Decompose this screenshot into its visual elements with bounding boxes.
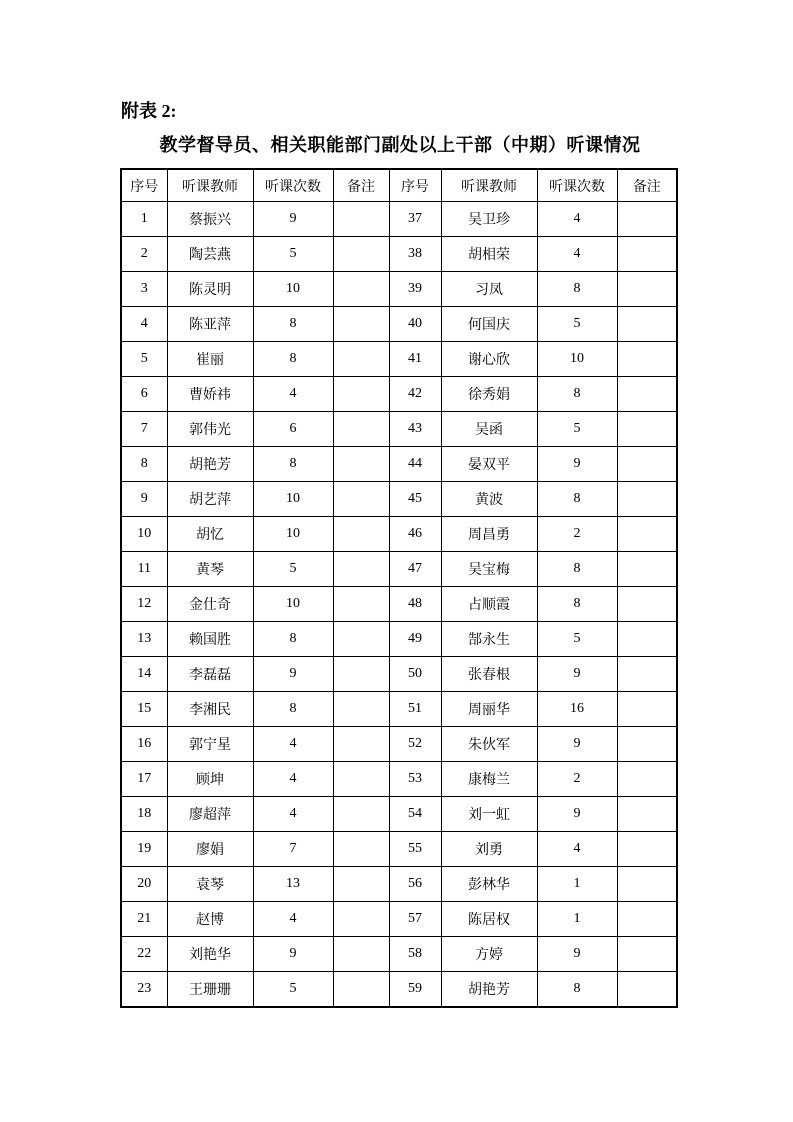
count-cell: 6	[253, 412, 333, 447]
seq-cell: 46	[389, 517, 441, 552]
teacher-cell: 周昌勇	[441, 517, 537, 552]
teacher-cell: 金仕奇	[167, 587, 253, 622]
note-cell	[617, 377, 677, 412]
count-cell: 10	[537, 342, 617, 377]
seq-cell: 55	[389, 832, 441, 867]
seq-cell: 41	[389, 342, 441, 377]
note-cell	[333, 622, 389, 657]
note-cell	[617, 237, 677, 272]
count-cell: 8	[537, 272, 617, 307]
count-cell: 9	[537, 657, 617, 692]
seq-cell: 7	[121, 412, 167, 447]
count-cell: 8	[537, 972, 617, 1008]
count-cell: 5	[253, 972, 333, 1008]
seq-cell: 14	[121, 657, 167, 692]
count-cell: 4	[537, 237, 617, 272]
note-cell	[617, 587, 677, 622]
count-cell: 5	[537, 412, 617, 447]
seq-cell: 40	[389, 307, 441, 342]
header-teacher-left: 听课教师	[167, 169, 253, 202]
seq-cell: 9	[121, 482, 167, 517]
table-body	[121, 202, 677, 1008]
count-cell: 9	[537, 727, 617, 762]
teacher-cell: 何国庆	[441, 307, 537, 342]
table-row	[121, 937, 677, 972]
seq-cell: 53	[389, 762, 441, 797]
teacher-cell: 崔丽	[167, 342, 253, 377]
note-cell	[333, 517, 389, 552]
header-row	[121, 169, 677, 202]
seq-cell: 11	[121, 552, 167, 587]
seq-cell: 17	[121, 762, 167, 797]
table-row	[121, 517, 677, 552]
seq-cell: 4	[121, 307, 167, 342]
note-cell	[333, 272, 389, 307]
teacher-cell: 晏双平	[441, 447, 537, 482]
teacher-cell: 胡艳芳	[441, 972, 537, 1008]
note-cell	[617, 762, 677, 797]
note-cell	[617, 692, 677, 727]
note-cell	[617, 307, 677, 342]
header-note-right: 备注	[617, 169, 677, 202]
teacher-cell: 黄琴	[167, 552, 253, 587]
note-cell	[617, 902, 677, 937]
note-cell	[617, 412, 677, 447]
seq-cell: 56	[389, 867, 441, 902]
teacher-cell: 谢心欣	[441, 342, 537, 377]
teacher-cell: 廖娟	[167, 832, 253, 867]
note-cell	[617, 342, 677, 377]
note-cell	[333, 342, 389, 377]
teacher-cell: 赖国胜	[167, 622, 253, 657]
table-row	[121, 622, 677, 657]
teacher-cell: 徐秀娟	[441, 377, 537, 412]
table-row	[121, 342, 677, 377]
table-row	[121, 657, 677, 692]
seq-cell: 23	[121, 972, 167, 1008]
seq-cell: 44	[389, 447, 441, 482]
count-cell: 10	[253, 482, 333, 517]
table-row	[121, 202, 677, 237]
note-cell	[333, 237, 389, 272]
teacher-cell: 曹娇祎	[167, 377, 253, 412]
table-row	[121, 552, 677, 587]
seq-cell: 49	[389, 622, 441, 657]
count-cell: 13	[253, 867, 333, 902]
note-cell	[333, 657, 389, 692]
note-cell	[333, 692, 389, 727]
note-cell	[617, 797, 677, 832]
table-row	[121, 412, 677, 447]
seq-cell: 8	[121, 447, 167, 482]
note-cell	[333, 482, 389, 517]
teacher-cell: 李磊磊	[167, 657, 253, 692]
count-cell: 10	[253, 517, 333, 552]
seq-cell: 52	[389, 727, 441, 762]
seq-cell: 10	[121, 517, 167, 552]
note-cell	[333, 377, 389, 412]
attendance-table	[120, 168, 678, 1008]
table-row	[121, 727, 677, 762]
count-cell: 8	[253, 692, 333, 727]
seq-cell: 45	[389, 482, 441, 517]
teacher-cell: 吴卫珍	[441, 202, 537, 237]
header-teacher-right: 听课教师	[441, 169, 537, 202]
header-seq-left: 序号	[121, 169, 167, 202]
count-cell: 2	[537, 762, 617, 797]
teacher-cell: 顾坤	[167, 762, 253, 797]
seq-cell: 39	[389, 272, 441, 307]
header-note-left: 备注	[333, 169, 389, 202]
count-cell: 8	[253, 447, 333, 482]
table-row	[121, 587, 677, 622]
count-cell: 7	[253, 832, 333, 867]
count-cell: 5	[537, 622, 617, 657]
teacher-cell: 赵博	[167, 902, 253, 937]
note-cell	[333, 902, 389, 937]
count-cell: 5	[253, 552, 333, 587]
teacher-cell: 李湘民	[167, 692, 253, 727]
table-row	[121, 237, 677, 272]
table-row	[121, 377, 677, 412]
seq-cell: 5	[121, 342, 167, 377]
teacher-cell: 胡忆	[167, 517, 253, 552]
count-cell: 1	[537, 867, 617, 902]
count-cell: 4	[537, 202, 617, 237]
note-cell	[617, 832, 677, 867]
count-cell: 1	[537, 902, 617, 937]
count-cell: 4	[253, 762, 333, 797]
teacher-cell: 陈居权	[441, 902, 537, 937]
note-cell	[617, 937, 677, 972]
teacher-cell: 康梅兰	[441, 762, 537, 797]
count-cell: 8	[537, 552, 617, 587]
teacher-cell: 陶芸燕	[167, 237, 253, 272]
table-row	[121, 447, 677, 482]
header-count-left: 听课次数	[253, 169, 333, 202]
seq-cell: 6	[121, 377, 167, 412]
header-count-right: 听课次数	[537, 169, 617, 202]
teacher-cell: 刘艳华	[167, 937, 253, 972]
seq-cell: 19	[121, 832, 167, 867]
teacher-cell: 占顺霞	[441, 587, 537, 622]
appendix-label: 附表 2:	[121, 101, 177, 121]
table-row	[121, 762, 677, 797]
count-cell: 4	[537, 832, 617, 867]
seq-cell: 21	[121, 902, 167, 937]
count-cell: 2	[537, 517, 617, 552]
note-cell	[333, 307, 389, 342]
seq-cell: 15	[121, 692, 167, 727]
table-head	[121, 169, 677, 202]
teacher-cell: 张春根	[441, 657, 537, 692]
note-cell	[617, 552, 677, 587]
seq-cell: 42	[389, 377, 441, 412]
count-cell: 4	[253, 727, 333, 762]
teacher-cell: 陈亚萍	[167, 307, 253, 342]
note-cell	[617, 447, 677, 482]
table-row	[121, 692, 677, 727]
count-cell: 16	[537, 692, 617, 727]
teacher-cell: 郭伟光	[167, 412, 253, 447]
teacher-cell: 习凤	[441, 272, 537, 307]
note-cell	[617, 202, 677, 237]
count-cell: 9	[537, 937, 617, 972]
note-cell	[333, 797, 389, 832]
note-cell	[617, 727, 677, 762]
teacher-cell: 王珊珊	[167, 972, 253, 1008]
teacher-cell: 陈灵明	[167, 272, 253, 307]
seq-cell: 22	[121, 937, 167, 972]
note-cell	[617, 972, 677, 1008]
seq-cell: 54	[389, 797, 441, 832]
teacher-cell: 郭宁星	[167, 727, 253, 762]
count-cell: 4	[253, 377, 333, 412]
count-cell: 9	[253, 937, 333, 972]
seq-cell: 47	[389, 552, 441, 587]
seq-cell: 12	[121, 587, 167, 622]
seq-cell: 57	[389, 902, 441, 937]
teacher-cell: 黄波	[441, 482, 537, 517]
table-row	[121, 867, 677, 902]
note-cell	[333, 202, 389, 237]
seq-cell: 13	[121, 622, 167, 657]
note-cell	[617, 482, 677, 517]
seq-cell: 18	[121, 797, 167, 832]
count-cell: 10	[253, 587, 333, 622]
count-cell: 9	[537, 797, 617, 832]
teacher-cell: 方婷	[441, 937, 537, 972]
teacher-cell: 周丽华	[441, 692, 537, 727]
note-cell	[333, 972, 389, 1008]
note-cell	[333, 587, 389, 622]
seq-cell: 50	[389, 657, 441, 692]
teacher-cell: 吴函	[441, 412, 537, 447]
seq-cell: 38	[389, 237, 441, 272]
teacher-cell: 吴宝梅	[441, 552, 537, 587]
page-title: 教学督导员、相关职能部门副处以上干部（中期）听课情况	[159, 135, 641, 155]
seq-cell: 51	[389, 692, 441, 727]
note-cell	[617, 272, 677, 307]
table-row	[121, 902, 677, 937]
count-cell: 8	[253, 342, 333, 377]
note-cell	[617, 657, 677, 692]
teacher-cell: 袁琴	[167, 867, 253, 902]
count-cell: 4	[253, 902, 333, 937]
count-cell: 5	[537, 307, 617, 342]
teacher-cell: 刘一虹	[441, 797, 537, 832]
count-cell: 9	[537, 447, 617, 482]
teacher-cell: 胡艳芳	[167, 447, 253, 482]
seq-cell: 37	[389, 202, 441, 237]
seq-cell: 16	[121, 727, 167, 762]
count-cell: 8	[253, 307, 333, 342]
teacher-cell: 蔡振兴	[167, 202, 253, 237]
teacher-cell: 彭林华	[441, 867, 537, 902]
seq-cell: 43	[389, 412, 441, 447]
seq-cell: 48	[389, 587, 441, 622]
teacher-cell: 胡相荣	[441, 237, 537, 272]
table-row	[121, 272, 677, 307]
teacher-cell: 朱伙军	[441, 727, 537, 762]
count-cell: 9	[253, 202, 333, 237]
teacher-cell: 郜永生	[441, 622, 537, 657]
note-cell	[617, 622, 677, 657]
teacher-cell: 刘勇	[441, 832, 537, 867]
note-cell	[617, 517, 677, 552]
table-row	[121, 307, 677, 342]
count-cell: 4	[253, 797, 333, 832]
note-cell	[333, 412, 389, 447]
seq-cell: 3	[121, 272, 167, 307]
note-cell	[617, 867, 677, 902]
note-cell	[333, 937, 389, 972]
count-cell: 9	[253, 657, 333, 692]
note-cell	[333, 832, 389, 867]
count-cell: 8	[537, 587, 617, 622]
note-cell	[333, 552, 389, 587]
teacher-cell: 廖超萍	[167, 797, 253, 832]
table-row	[121, 482, 677, 517]
note-cell	[333, 727, 389, 762]
seq-cell: 58	[389, 937, 441, 972]
note-cell	[333, 867, 389, 902]
table-row	[121, 797, 677, 832]
count-cell: 8	[253, 622, 333, 657]
seq-cell: 59	[389, 972, 441, 1008]
teacher-cell: 胡艺萍	[167, 482, 253, 517]
table-row	[121, 972, 677, 1008]
seq-cell: 2	[121, 237, 167, 272]
seq-cell: 20	[121, 867, 167, 902]
count-cell: 8	[537, 377, 617, 412]
count-cell: 8	[537, 482, 617, 517]
header-seq-right: 序号	[389, 169, 441, 202]
table-row	[121, 832, 677, 867]
note-cell	[333, 762, 389, 797]
count-cell: 10	[253, 272, 333, 307]
count-cell: 5	[253, 237, 333, 272]
note-cell	[333, 447, 389, 482]
seq-cell: 1	[121, 202, 167, 237]
